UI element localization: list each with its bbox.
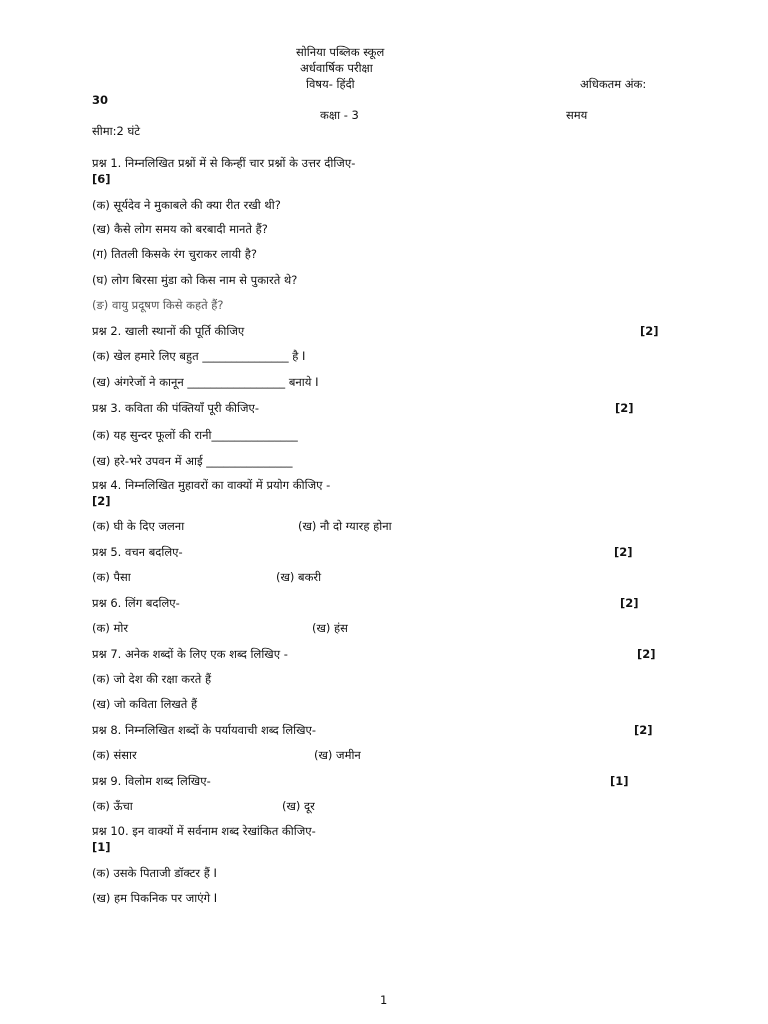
question-7-item-a: (क) जो देश की रक्षा करते हैं [92, 672, 212, 686]
school-name: सोनिया पब्लिक स्कूल [296, 45, 385, 59]
question-8-marks: [2] [634, 723, 653, 737]
question-6-marks: [2] [620, 596, 639, 610]
question-1-marks: [6] [92, 172, 111, 186]
question-4-item-a: (क) घी के दिए जलना [92, 519, 185, 533]
question-5-marks: [2] [614, 545, 633, 559]
question-7-title: प्रश्न 7. अनेक शब्दों के लिए एक शब्द लिखिए - [92, 647, 288, 661]
question-4-item-b: (ख) नौ दो ग्यारह होना [298, 519, 392, 533]
time-label: समय [566, 108, 588, 122]
question-6-item-a: (क) मोर [92, 621, 129, 635]
question-10-item-b: (ख) हम पिकनिक पर जाएंगे I [92, 891, 218, 905]
question-3-marks: [2] [615, 401, 634, 415]
question-4-marks: [2] [92, 494, 111, 508]
question-2-title: प्रश्न 2. खाली स्थानों की पूर्ति कीजिए [92, 324, 245, 338]
question-8-item-b: (ख) जमीन [314, 748, 361, 762]
question-10-marks: [1] [92, 840, 111, 854]
question-3-item-b: (ख) हरे-भरे उपवन में आई _______________ [92, 454, 293, 468]
time-limit: सीमा:2 घंटे [92, 124, 141, 138]
question-3-title: प्रश्न 3. कविता की पंक्तियाँ पूरी कीजिए- [92, 401, 260, 415]
question-9-marks: [1] [610, 774, 629, 788]
question-6-item-b: (ख) हंस [312, 621, 348, 635]
page-number: 1 [380, 993, 388, 1007]
question-8-item-a: (क) संसार [92, 748, 137, 762]
question-3-item-a: (क) यह सुन्दर फूलों की रानी_______________ [92, 428, 298, 442]
question-1-item-c: (ग) तितली किसके रंग चुराकर लायी है? [92, 247, 257, 261]
question-6-title: प्रश्न 6. लिंग बदलिए- [92, 596, 180, 610]
question-1-item-b: (ख) कैसे लोग समय को बरबादी मानते हैं? [92, 222, 268, 236]
subject-label: विषय- हिंदी [306, 77, 355, 91]
question-5-item-b: (ख) बकरी [276, 570, 322, 584]
question-2-marks: [2] [640, 324, 659, 338]
question-9-item-a: (क) ऊँचा [92, 799, 133, 813]
exam-name: अर्धवार्षिक परीक्षा [300, 61, 373, 75]
question-5-item-a: (क) पैसा [92, 570, 131, 584]
question-1-item-d: (घ) लोग बिरसा मुंडा को किस नाम से पुकारते थे? [92, 273, 298, 287]
question-8-title: प्रश्न 8. निम्नलिखित शब्दों के पर्यायवाची शब्द लिखिए- [92, 723, 317, 737]
max-marks-value: 30 [92, 93, 109, 107]
max-marks-label: अधिकतम अंक: [580, 77, 647, 91]
question-9-title: प्रश्न 9. विलोम शब्द लिखिए- [92, 774, 211, 788]
question-1-item-a: (क) सूर्यदेव ने मुकाबले की क्या रीत रखी थी? [92, 198, 281, 212]
question-9-item-b: (ख) दूर [282, 799, 315, 813]
question-10-item-a: (क) उसके पिताजी डॉक्टर हैं I [92, 866, 217, 880]
question-7-marks: [2] [637, 647, 656, 661]
question-5-title: प्रश्न 5. वचन बदलिए- [92, 545, 183, 559]
class-label: कक्षा - 3 [320, 108, 359, 122]
question-1-title: प्रश्न 1. निम्नलिखित प्रश्नों में से किन्हीं चार प्रश्नों के उत्तर दीजिए- [92, 156, 356, 170]
question-2-item-a: (क) खेल हमारे लिए बहुत _______________ है I [92, 349, 306, 363]
question-4-title: प्रश्न 4. निम्नलिखित मुहावरों का वाक्यों में प्रयोग कीजिए - [92, 478, 331, 492]
question-7-item-b: (ख) जो कविता लिखते हैं [92, 697, 198, 711]
question-10-title: प्रश्न 10. इन वाक्यों में सर्वनाम शब्द रेखांकित कीजिए- [92, 824, 316, 838]
question-2-item-b: (ख) अंगरेजों ने कानून _________________ बनाये I [92, 375, 319, 389]
question-1-item-e: (ङ) वायु प्रदूषण किसे कहते हैं? [92, 298, 224, 312]
